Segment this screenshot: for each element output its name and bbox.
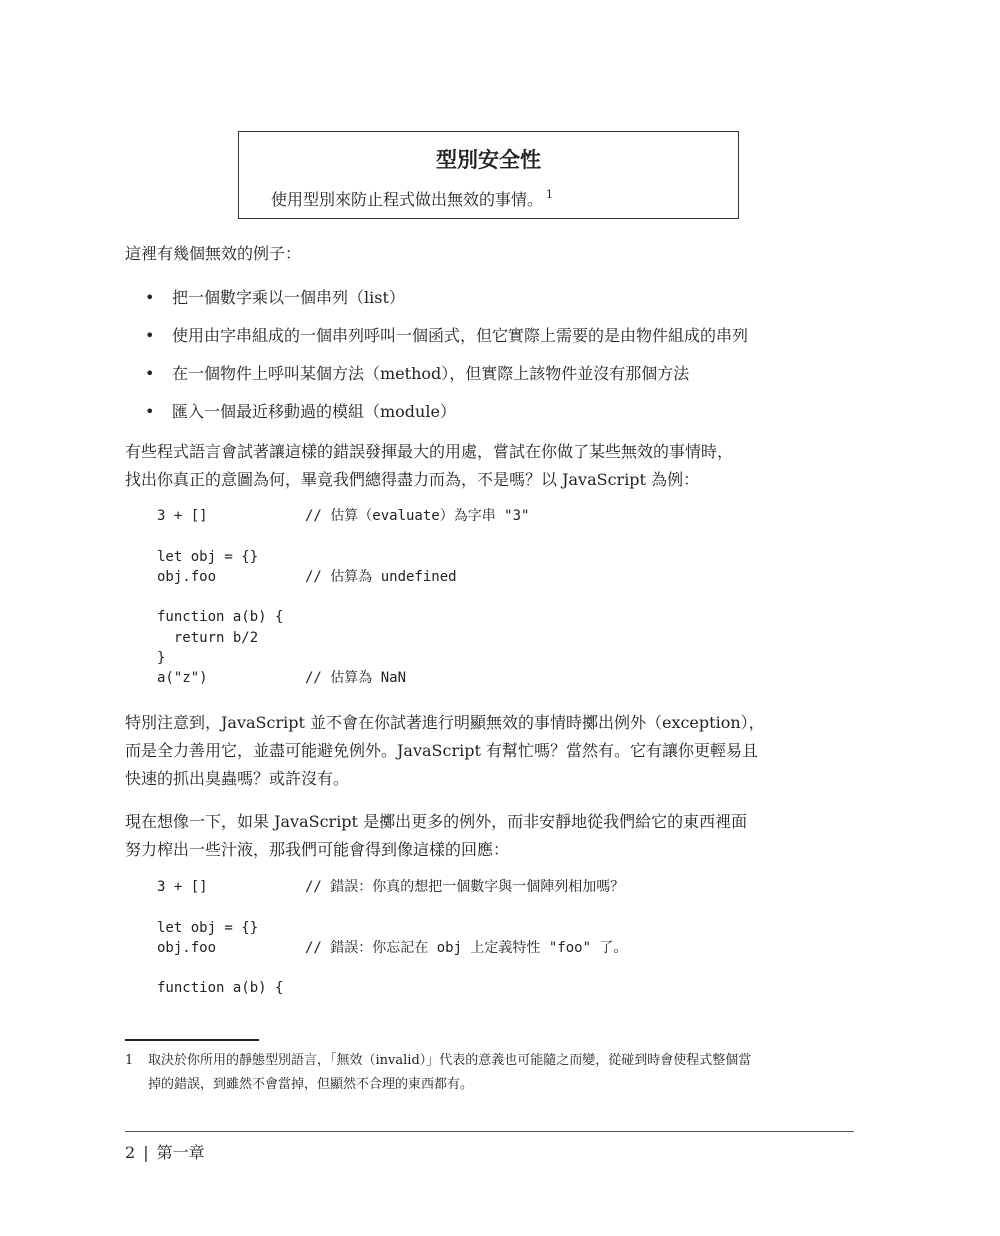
chapter-label: 第一章	[156, 1143, 205, 1162]
page-footer	[125, 1140, 205, 1163]
code-text: obj.foo	[157, 939, 217, 956]
list-item-text: 匯入一個最近移動過的模組（module）	[172, 402, 456, 421]
code-line	[157, 526, 283, 546]
list-item-text: 使用由字串組成的一個串列呼叫一個函式，但它實際上需要的是由物件組成的串列	[172, 326, 749, 345]
code-text: }	[157, 650, 166, 667]
code-text: let obj = {}	[157, 548, 259, 565]
code-text: let obj = {}	[157, 919, 259, 936]
bullet-marker: •	[145, 364, 155, 383]
paragraph-line: 現在想像一下，如果 JavaScript 是擲出更多的例外，而非安靜地從我們給它的東西裡面	[125, 812, 748, 831]
paragraph-line: 有些程式語言會試著讓這樣的錯誤發揮最大的用處，嘗試在你做了某些無效的事情時，	[125, 442, 734, 461]
code-line	[157, 648, 283, 668]
code-text: return b/2	[157, 629, 259, 646]
code-line	[157, 547, 283, 567]
footnote-text	[148, 1049, 860, 1097]
code-line	[157, 506, 530, 526]
list-item-text: 把一個數字乘以一個串列（list）	[172, 288, 405, 307]
code-line	[157, 567, 457, 587]
footnote	[125, 1049, 860, 1097]
code-line	[157, 938, 628, 958]
code-text: function a(b) {	[157, 980, 284, 997]
paragraph-1	[125, 438, 860, 494]
code-text: a("z")	[157, 670, 208, 687]
list-item	[145, 286, 748, 324]
bullet-list	[145, 286, 748, 438]
footer-separator: |	[143, 1143, 149, 1162]
code-comment: // 估算為 undefined	[305, 568, 457, 585]
paragraph-line: 而是全力善用它，並盡可能避免例外。JavaScript 有幫忙嗎？當然有。它有讓你更輕易且	[125, 741, 758, 760]
code-comment: // 估算為 NaN	[305, 670, 407, 687]
paragraph-line: 努力榨出一些汁液，那我們可能會得到像這樣的回應：	[125, 840, 510, 859]
footnote-line: 取決於你所用的靜態型別語言，「無效（invalid）」代表的意義也可能隨之而變，從碰到時會使程式整個當	[148, 1053, 752, 1068]
paragraph-2	[125, 709, 860, 793]
page-number: 2	[125, 1143, 136, 1162]
footnote-divider	[125, 1039, 259, 1041]
bullet-marker: •	[145, 326, 155, 345]
definition-text: 使用型別來防止程式做出無效的事情。	[271, 190, 544, 209]
paragraph-line: 特別注意到，JavaScript 並不會在你試著進行明顯無效的事情時擲出例外（exception），	[125, 713, 765, 732]
code-line	[157, 587, 283, 607]
code-text: 3 + []	[157, 879, 208, 895]
code-line	[157, 668, 407, 688]
paragraph-3	[125, 808, 860, 864]
paragraph-line: 快速的抓出臭蟲嗎？或許沒有。	[125, 769, 350, 788]
code-comment: // 錯誤：你忘記在 obj 上定義特性 "foo" 了。	[305, 939, 628, 956]
list-item	[145, 400, 748, 438]
code-line	[157, 958, 283, 978]
code-block-1	[157, 506, 530, 689]
code-line	[157, 978, 283, 998]
list-item	[145, 324, 748, 362]
code-text: obj.foo	[157, 568, 217, 585]
definition-body	[271, 187, 553, 210]
list-item	[145, 362, 748, 400]
code-comment: // 錯誤：你真的想把一個數字與一個陣列相加嗎？	[305, 879, 625, 895]
footnote-line: 掉的錯誤，到雖然不會當掉，但顯然不合理的東西都有。	[148, 1077, 474, 1092]
code-line	[157, 897, 283, 917]
code-line	[157, 628, 283, 648]
code-text: function a(b) {	[157, 609, 284, 626]
paragraph-line: 找出你真正的意圖為何，畢竟我們總得盡力而為，不是嗎？以 JavaScript 為例：	[125, 470, 700, 489]
code-line	[157, 877, 625, 897]
definition-title: 型別安全性	[436, 148, 541, 172]
code-block-2	[157, 877, 628, 999]
footer-divider	[125, 1131, 854, 1132]
bullet-marker: •	[145, 402, 155, 421]
bullet-marker: •	[145, 288, 155, 307]
code-text: 3 + []	[157, 508, 208, 524]
intro-paragraph: 這裡有幾個無效的例子：	[125, 244, 302, 263]
list-item-text: 在一個物件上呼叫某個方法（method），但實際上該物件並沒有那個方法	[172, 364, 690, 383]
footnote-number: 1	[125, 1053, 134, 1068]
definition-box	[238, 131, 739, 219]
code-line	[157, 607, 283, 627]
footnote-reference[interactable]: 1	[546, 188, 554, 201]
code-line	[157, 918, 283, 938]
code-comment: // 估算（evaluate）為字串 "3"	[305, 508, 530, 524]
